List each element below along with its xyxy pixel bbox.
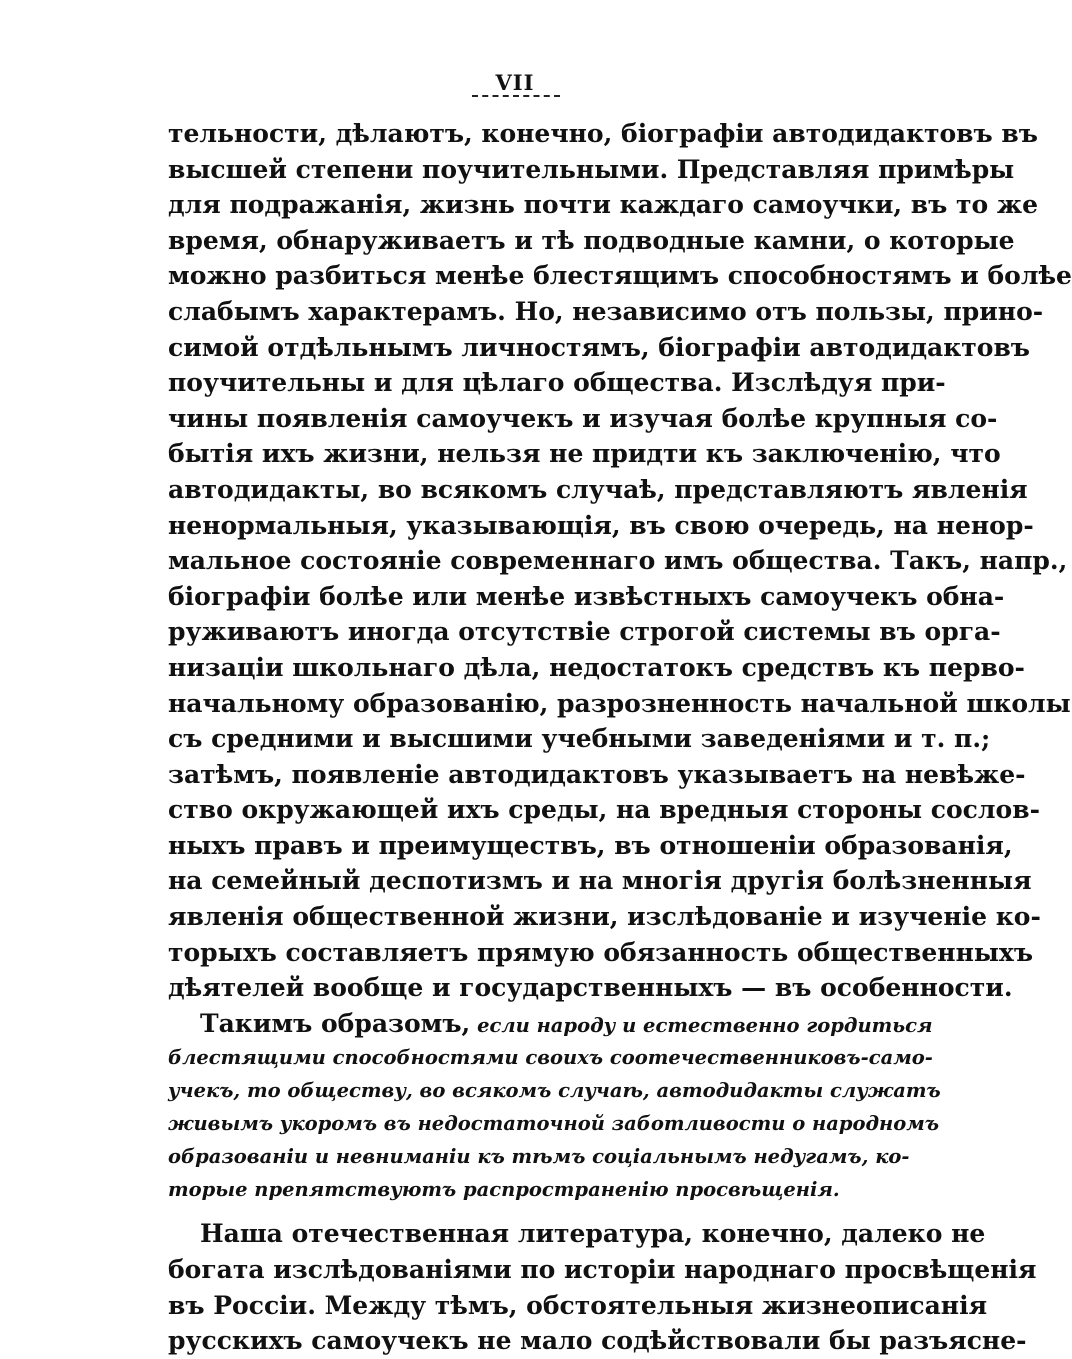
page-number-rule: [472, 95, 560, 97]
text-line: время, обнаруживаетъ и тѣ подводные камни, о которые: [168, 225, 1015, 255]
text-line: затѣмъ, появленіе автодидактовъ указываетъ на невѣже-: [168, 759, 1026, 789]
text-line: торые препятствуютъ распространенію просвѣщенія.: [168, 1178, 840, 1202]
paragraph-spacer: [168, 1206, 862, 1216]
text-line: Наша отечественная литература, конечно, далеко не: [200, 1219, 986, 1249]
paragraph-2: [168, 1006, 941, 1207]
text-line: бытія ихъ жизни, нельзя не придти къ заключенію, что: [168, 439, 1001, 469]
text-line: автодидакты, во всякомъ случаѣ, представляютъ явленія: [168, 474, 1028, 504]
text-line: [168, 1006, 933, 1042]
text-line: чины появленія самоучекъ и изучая болѣе крупныя со-: [168, 403, 998, 433]
text-line: поучительны и для цѣлаго общества. Изслѣдуя при-: [168, 368, 946, 398]
text-line: дѣятелей вообще и государственныхъ — въ особенности.: [168, 973, 1013, 1003]
text-line: образованіи и невниманіи къ тѣмъ соціальнымъ недугамъ, ко-: [168, 1145, 910, 1169]
text-line: живымъ укоромъ въ недостаточной заботливости о народномъ: [168, 1112, 939, 1136]
text-line: съ средними и высшими учебными заведеніями и т. п.;: [168, 724, 991, 754]
italic-fragment: если народу и естественно гордиться: [477, 1013, 933, 1037]
text-line: для подражанія, жизнь почти каждаго самоучки, въ то же: [168, 190, 1039, 220]
paragraph-3: [168, 1216, 1037, 1358]
text-line: начальному образованію, разрозненность начальной школы: [168, 688, 1071, 718]
page-number: VII: [495, 70, 535, 95]
text-line: ныхъ правъ и преимуществъ, въ отношеніи образованія,: [168, 830, 1013, 860]
text-line: біографіи болѣе или менѣе извѣстныхъ самоучекъ обна-: [168, 581, 1005, 611]
text-line: ство окружающей ихъ среды, на вредныя стороны сослов-: [168, 795, 1040, 825]
text-line: можно разбиться менѣе блестящимъ способностямъ и болѣе: [168, 261, 1072, 291]
text-line: слабымъ характерамъ. Но, независимо отъ пользы, прино-: [168, 296, 1044, 326]
text-line: ненормальныя, указывающія, въ свою очередь, на ненор-: [168, 510, 1034, 540]
text-line: мальное состояніе современнаго имъ общества. Такъ, напр.,: [168, 546, 1068, 576]
text-line: тельности, дѣлаютъ, конечно, біографіи автодидактовъ въ: [168, 119, 1038, 148]
paragraph-lead: Такимъ образомъ,: [200, 1008, 471, 1038]
text-line: на семейный деспотизмъ и на многія другія болѣзненныя: [168, 866, 1032, 896]
body-text: [168, 116, 1072, 1359]
text-line: торыхъ составляетъ прямую обязанность общественныхъ: [168, 937, 1034, 967]
paragraph-1: [168, 116, 1072, 1006]
text-line: учекъ, то обществу, во всякомъ случаѣ, автодидакты служатъ: [168, 1079, 941, 1103]
text-line: руживаютъ иногда отсутствіе строгой системы въ орга-: [168, 617, 1001, 647]
text-line: низаціи школьнаго дѣла, недостатокъ средствъ къ перво-: [168, 652, 1025, 682]
text-line: симой отдѣльнымъ личностямъ, біографіи автодидактовъ: [168, 332, 1030, 362]
text-line: высшей степени поучительными. Представляя примѣры: [168, 154, 1015, 184]
text-line: блестящими способностями своихъ соотечественниковъ-само-: [168, 1046, 933, 1070]
text-line: богата изслѣдованіями по исторіи народнаго просвѣщенія: [168, 1255, 1037, 1285]
text-line: въ Россіи. Между тѣмъ, обстоятельныя жизнеописанія: [168, 1290, 988, 1320]
text-line: явленія общественной жизни, изслѣдованіе и изученіе ко-: [168, 902, 1041, 932]
text-line: русскихъ самоучекъ не мало содѣйствовали бы разъясне-: [168, 1326, 1027, 1356]
